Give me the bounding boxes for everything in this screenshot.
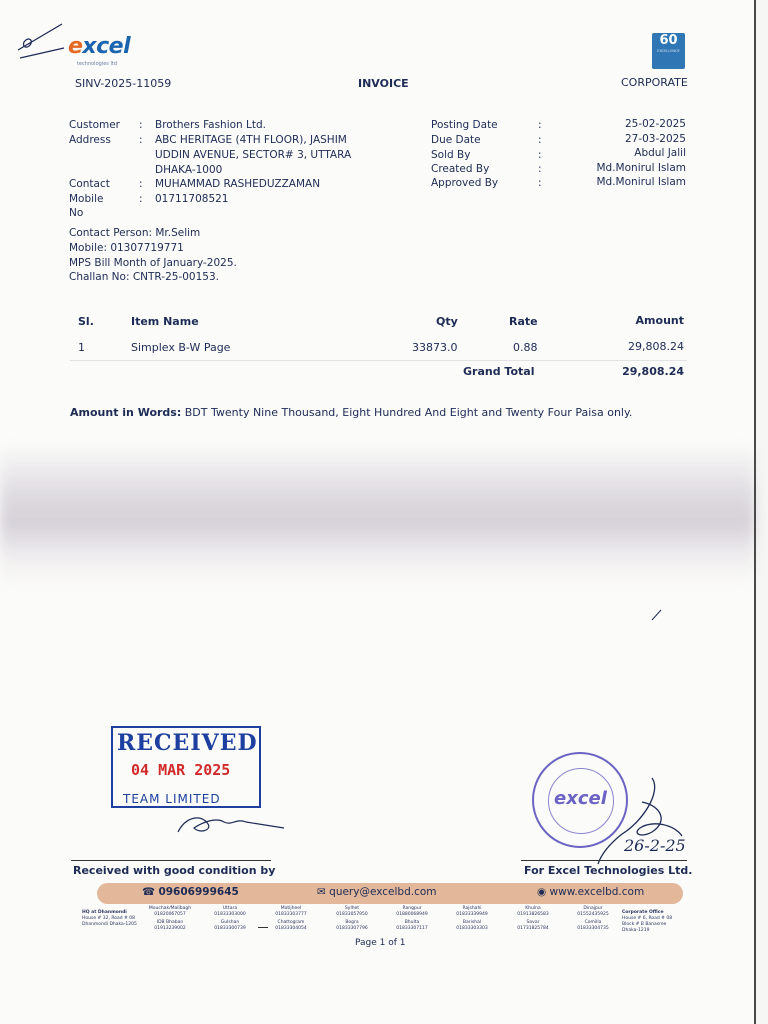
branch-phone: 01833307117 — [396, 926, 428, 931]
footer-dash — [258, 927, 268, 928]
created-by-value: Md.Monirul Islam — [596, 162, 686, 174]
row-amount: 29,808.24 — [628, 340, 684, 353]
scan-smudge — [0, 445, 755, 585]
globe-icon: ◉ — [537, 886, 547, 898]
branch-name: Sylhet — [344, 906, 360, 911]
document-title: INVOICE — [358, 77, 409, 90]
branch-name: Gulshan — [220, 920, 240, 925]
posting-date-value: 25-02-2025 — [624, 118, 686, 130]
branch-item — [269, 906, 313, 918]
branch-phone: 01833303303 — [456, 926, 488, 931]
branch-phone: 01820067057 — [154, 912, 186, 917]
scan-edge-line — [754, 0, 756, 1024]
amount-words-value: BDT Twenty Nine Thousand, Eight Hundred And Eight and Twenty Four Paisa only. — [184, 406, 633, 419]
row-item: Simplex B-W Page — [131, 341, 231, 354]
hq-title: HQ at Dhanmondi — [82, 910, 127, 915]
branch-phone: 01880068949 — [396, 912, 428, 917]
footer-email — [317, 886, 437, 898]
branch-phone: 01731825784 — [517, 926, 549, 931]
badge-sub: EXCELLENCE — [657, 49, 680, 53]
colon: : — [139, 119, 143, 131]
col-header-qty: Qty — [436, 315, 458, 328]
colon: : — [538, 163, 542, 175]
customer-type: CORPORATE — [621, 76, 688, 89]
branch-phone: 01833057950 — [336, 912, 368, 917]
grand-total-value: 29,808.24 — [622, 365, 684, 378]
amount-words-label: Amount in Words: — [70, 406, 182, 419]
branch-phone: 01913826583 — [517, 912, 549, 917]
colon: : — [139, 193, 143, 205]
col-header-amount: Amount — [635, 314, 684, 327]
footer-hq — [82, 910, 137, 928]
footer-web — [537, 886, 644, 898]
row-sl: 1 — [78, 341, 85, 354]
pen-mark-icon — [650, 608, 664, 622]
approved-by-label: Approved By — [431, 177, 499, 189]
branch-name: Bhulta — [404, 920, 420, 925]
address-label: Address — [69, 134, 111, 146]
mail-icon: ✉ — [317, 886, 326, 898]
branch-item — [571, 906, 615, 918]
col-header-rate: Rate — [509, 315, 538, 328]
footer-web-text: www.excelbd.com — [549, 886, 645, 898]
note-mobile: Mobile: 01307719771 — [69, 242, 184, 254]
branch-phone: 01833339949 — [456, 912, 488, 917]
note-challan: Challan No: CNTR-25-00153. — [69, 271, 219, 283]
customer-name: Brothers Fashion Ltd. — [155, 119, 267, 131]
col-header-sl: Sl. — [78, 315, 94, 328]
branch-item — [269, 920, 313, 932]
stamp-received-text: RECEIVED — [117, 730, 258, 756]
branch-name: Comilla — [584, 920, 602, 925]
contact-name: MUHAMMAD RASHEDUZZAMAN — [155, 178, 321, 190]
received-caption: Received with good condition by — [73, 864, 276, 877]
footer-contact-bar — [97, 883, 683, 904]
colon: : — [139, 134, 143, 146]
badge-number: 60 — [659, 33, 678, 48]
branch-name: Khulna — [525, 906, 541, 911]
branch-item — [390, 906, 434, 918]
footer-phone-number: 09606999645 — [158, 886, 239, 898]
branch-item — [208, 920, 252, 932]
posting-date-label: Posting Date — [431, 119, 498, 131]
branch-name: IDB Bhaban — [156, 920, 184, 925]
branch-item — [330, 920, 374, 932]
colon: : — [538, 177, 542, 189]
branch-name: Barishal — [462, 920, 482, 925]
created-by-label: Created By — [431, 163, 490, 175]
company-signature-line — [521, 860, 687, 861]
branch-phone: 01833304735 — [577, 926, 609, 931]
branch-item — [450, 920, 494, 932]
corporate-address: House # 6, Road # 08 Block # B Banasree Dhaka-1219 — [622, 916, 673, 933]
branch-name: Chattogram — [277, 920, 305, 925]
branch-phone: 01833304054 — [275, 926, 307, 931]
address-line-1: ABC HERITAGE (4TH FLOOR), JASHIM — [155, 134, 347, 146]
approved-by-value: Md.Monirul Islam — [596, 176, 686, 188]
footer-corporate — [622, 910, 680, 934]
mobile-label-no: No — [69, 207, 84, 219]
branch-name: Bogra — [345, 920, 359, 925]
stamp-date: 04 MAR 2025 — [131, 761, 231, 779]
note-bill-month: MPS Bill Month of January-2025. — [69, 257, 237, 269]
colon: : — [538, 149, 542, 161]
footer-phone — [142, 886, 239, 898]
anniversary-badge — [652, 33, 685, 69]
branch-name: Mouchak/Malibagh — [148, 906, 192, 911]
logo-subtitle: technologies ltd — [77, 61, 117, 67]
branch-item — [148, 906, 192, 918]
branch-item — [571, 920, 615, 932]
phone-icon: ☎ — [142, 886, 156, 898]
page-number: Page 1 of 1 — [355, 938, 406, 948]
branch-phone: 01913239002 — [154, 926, 186, 931]
branch-item — [511, 920, 555, 932]
col-header-item: Item Name — [131, 315, 199, 328]
branch-phone: 01833300739 — [214, 926, 246, 931]
branch-item — [148, 920, 192, 932]
due-date-value: 27-03-2025 — [624, 133, 686, 145]
signature-date: 26-2-25 — [624, 836, 686, 855]
branch-name: Rangpur — [402, 906, 422, 911]
colon: : — [538, 134, 542, 146]
invoice-number: SINV-2025-11059 — [75, 77, 172, 90]
branch-phone: 01833307796 — [336, 926, 368, 931]
grand-total-label: Grand Total — [463, 365, 535, 378]
seal-text: excel — [554, 788, 607, 809]
stamp-org: TEAM LIMITED — [123, 792, 221, 806]
branch-item — [450, 906, 494, 918]
receiver-signature-icon — [172, 810, 292, 838]
branch-item — [390, 920, 434, 932]
branch-name: Rajshahi — [462, 906, 482, 911]
due-date-label: Due Date — [431, 134, 481, 146]
branch-name: Motijheel — [280, 906, 302, 911]
address-line-3: DHAKA-1000 — [155, 164, 223, 176]
company-logo: excel — [68, 34, 131, 59]
received-signature-line — [71, 860, 271, 861]
branch-phone: 01833303777 — [275, 912, 307, 917]
sold-by-value: Abdul Jalil — [634, 147, 686, 159]
colon: : — [139, 178, 143, 190]
note-contact-person: Contact Person: Mr.Selim — [69, 227, 201, 239]
amount-in-words — [70, 406, 632, 420]
branch-item — [330, 906, 374, 918]
branch-item — [208, 906, 252, 918]
branch-phone: 01552435925 — [577, 912, 609, 917]
scissor-scribble-icon — [14, 20, 68, 60]
for-company-caption: For Excel Technologies Ltd. — [524, 864, 693, 877]
hq-address: House # 32, Road # 08 Dhanmondi Dhaka-1205 — [82, 916, 137, 927]
mobile-label: Mobile — [69, 193, 104, 205]
row-rate: 0.88 — [513, 341, 538, 354]
footer-email-text: query@excelbd.com — [329, 886, 437, 898]
branch-name: Savar — [526, 920, 540, 925]
received-stamp — [111, 726, 261, 808]
sold-by-label: Sold By — [431, 149, 471, 161]
customer-label: Customer — [69, 119, 121, 131]
address-line-2: UDDIN AVENUE, SECTOR# 3, UTTARA — [155, 149, 352, 161]
colon: : — [538, 119, 542, 131]
branch-name: Dinajpur — [583, 906, 603, 911]
corporate-title: Corporate Office — [622, 910, 664, 915]
branch-name: Uttara — [222, 906, 238, 911]
branch-phone: 01833303000 — [214, 912, 246, 917]
mobile-number: 01711708521 — [155, 193, 229, 205]
contact-label: Contact — [69, 178, 110, 190]
row-qty: 33873.0 — [412, 341, 458, 354]
branch-item — [511, 906, 555, 918]
